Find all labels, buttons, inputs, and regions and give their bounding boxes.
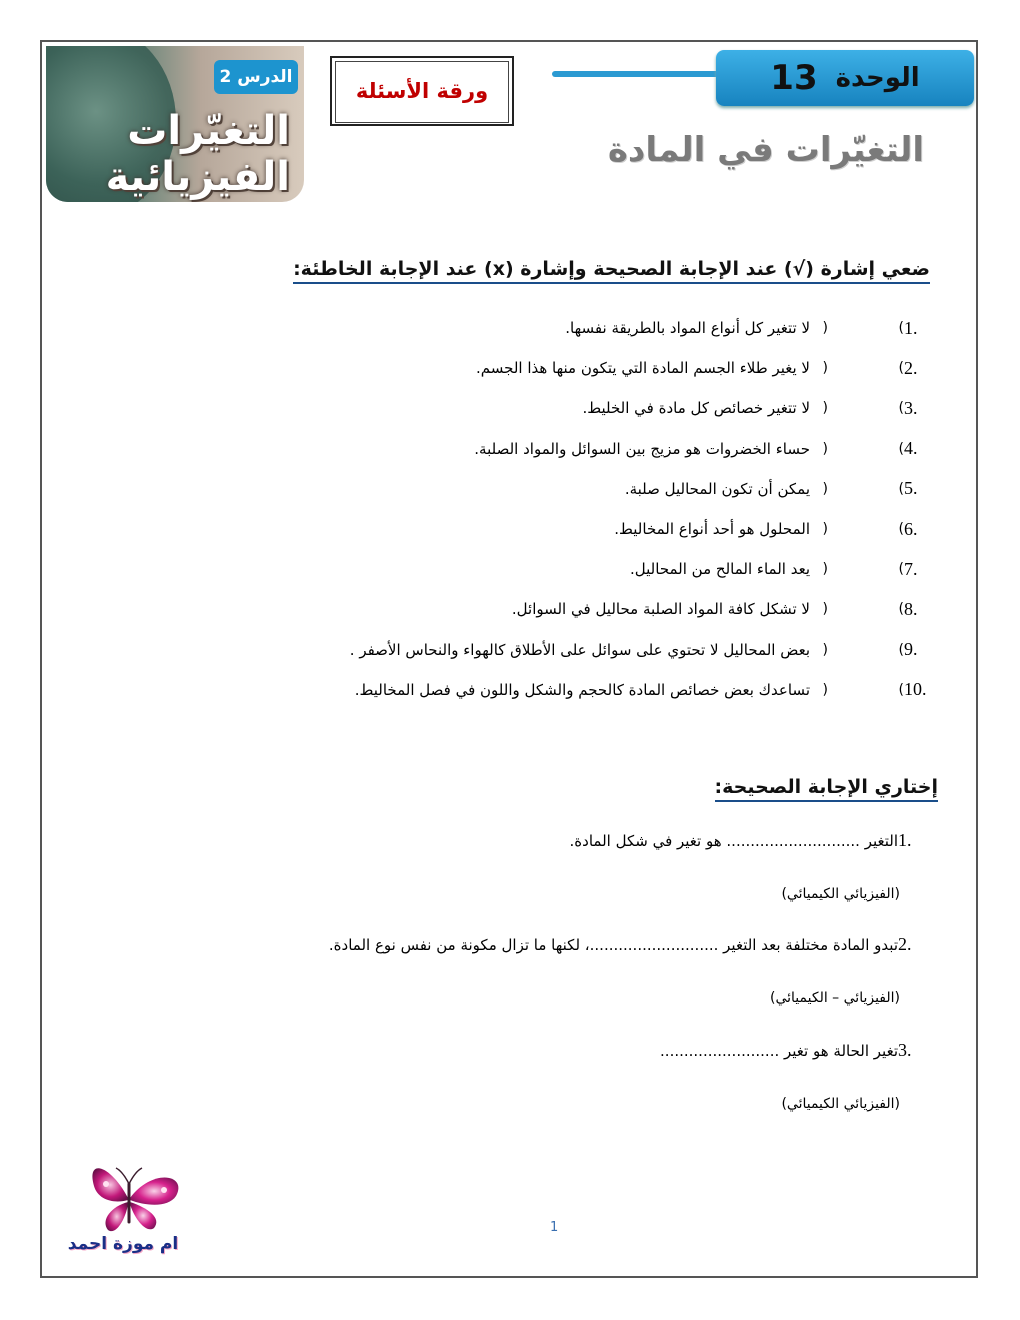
question-number: 2. [898,934,912,954]
statement-text: يمكن أن تكون المحاليل صلبة. [624,479,810,498]
true-false-heading: ضعي إشارة (√) عند الإجابة الصحيحة وإشارة (x) عند الإجابة الخاطئة: [293,258,930,284]
answer-blank-close: ) [822,360,828,377]
question-text[interactable]: التغير ............................ هو تغير في شكل المادة. [569,832,898,850]
answer-blank-close: ) [822,400,828,417]
answer-blank[interactable]: ( [898,360,904,377]
question-number: 1. [898,830,912,850]
statement-number: 6. [904,518,918,539]
answer-blank[interactable]: ( [898,561,904,578]
statement-text: المحلول هو أحد أنواع المخاليط. [614,520,810,539]
statement-text: بعض المحاليل لا تحتوي على سوائل على الأطلاق كالهواء والنحاس الأصفر . [349,640,810,659]
statement-text: لا يغير طلاء الجسم المادة التي يتكون منها هذا الجسم. [476,359,810,378]
statement-3 [218,388,938,428]
question-text[interactable]: تغير الحالة هو تغير ......................... [660,1042,898,1060]
logo-text: ام موزة احمد [67,1234,179,1254]
statement-6 [218,509,938,549]
answer-blank-close: ) [822,480,828,497]
answer-blank[interactable]: ( [898,440,904,457]
statement-9 [218,630,938,670]
answer-blank-close: ) [822,320,828,337]
statement-number: 7. [904,558,918,579]
question-text[interactable]: تبدو المادة مختلفة بعد التغير ...........................، لكنها ما تزال مكونة من نفس نوع المادة. [328,936,898,954]
statement-text: لا تشكل كافة المواد الصلبة محاليل في السوائل. [511,600,810,619]
question-number: 3. [898,1040,912,1060]
statement-1 [218,308,938,348]
unit-decor-line [552,71,722,77]
statement-text: تساعدك بعض خصائص المادة كالحجم والشكل واللون في فصل المخاليط. [354,680,810,699]
butterfly-icon [48,1156,208,1236]
statement-10 [218,670,938,710]
answer-blank-close: ) [822,681,828,698]
page-number: 1 [550,1220,559,1235]
statement-number: 2. [904,357,918,378]
question-3-options[interactable]: (الفيزيائي الكيميائي) [781,1096,900,1112]
multiple-choice-heading: إختاري الإجابة الصحيحة: [715,776,938,802]
answer-blank[interactable]: ( [898,521,904,538]
unit-number: 13 [770,58,818,98]
answer-blank-close: ) [822,440,828,457]
unit-title: التغيّرات في المادة [607,130,924,170]
question-3 [178,1040,938,1061]
unit-label: الوحدة [835,63,920,93]
statement-text: حساء الخضروات هو مزيج بين السوائل والمواد الصلبة. [474,439,810,458]
statement-text: لا تتغير خصائص كل مادة في الخليط. [582,399,810,418]
butterfly-logo [48,1156,208,1266]
answer-blank-close: ) [822,561,828,578]
statement-number: 4. [904,438,918,459]
statement-5 [218,469,938,509]
statement-number: 9. [904,639,918,660]
question-2 [178,934,938,955]
answer-blank-close: ) [822,521,828,538]
answer-blank[interactable]: ( [898,400,904,417]
lesson-banner-image [46,46,304,202]
statement-text: لا تتغير كل أنواع المواد بالطريقة نفسها. [565,319,810,338]
unit-banner [716,50,974,106]
answer-blank-close: ) [822,641,828,658]
statement-number: 5. [904,478,918,499]
statement-number: 3. [904,397,918,418]
question-1-options[interactable]: (الفيزيائي الكيميائي) [781,886,900,902]
answer-blank[interactable]: ( [898,601,904,618]
statement-number: 8. [904,598,918,619]
lesson-name: التغيّرات الفيزيائية [105,108,290,200]
true-false-list [218,308,938,710]
answer-blank[interactable]: ( [898,320,904,337]
statement-text: يعد الماء المالح من المحاليل. [630,560,810,579]
answer-blank-close: ) [822,601,828,618]
statement-7 [218,549,938,589]
lesson-badge: الدرس 2 [214,60,298,94]
answer-blank[interactable]: ( [898,641,904,658]
question-2-options[interactable]: (الفيزيائي – الكيميائي) [770,990,900,1006]
answer-blank[interactable]: ( [898,480,904,497]
statement-number: 1. [904,317,918,338]
answer-blank[interactable]: ( [898,681,904,698]
statement-8 [218,589,938,629]
statement-2 [218,348,938,388]
question-1 [178,830,938,851]
statement-4 [218,429,938,469]
question-sheet-label-box [330,56,514,126]
question-sheet-label: ورقة الأسئلة [335,61,509,123]
statement-number: 10. [904,679,927,700]
